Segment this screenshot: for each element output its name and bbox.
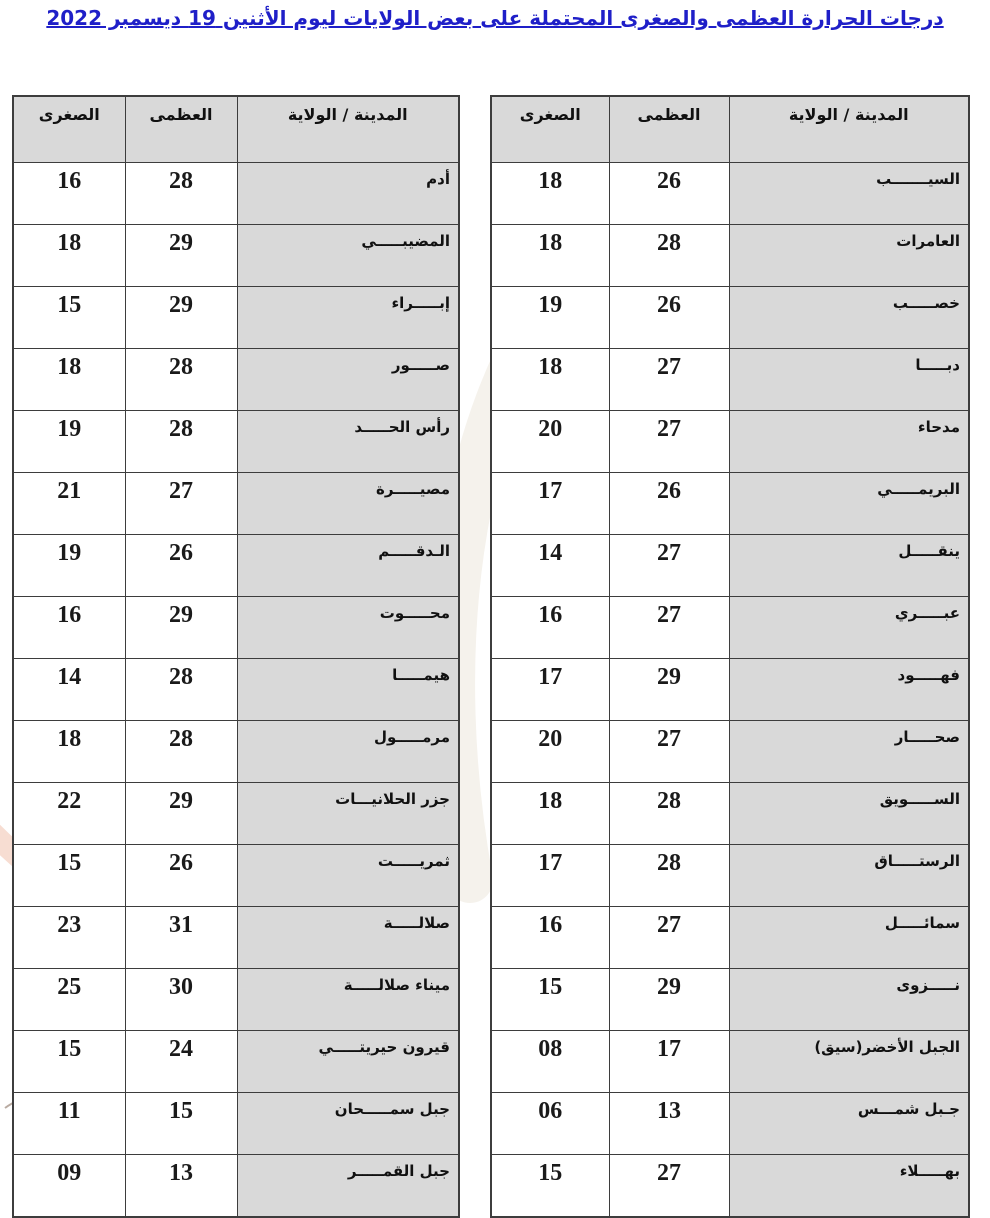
cell-min: 20 xyxy=(491,721,609,783)
table-row xyxy=(491,597,969,659)
cell-min: 18 xyxy=(13,721,125,783)
cell-min: 16 xyxy=(491,907,609,969)
table-row xyxy=(491,659,969,721)
cell-city: هيمـــــا xyxy=(237,659,459,721)
cell-city: مصيـــــرة xyxy=(237,473,459,535)
cell-min: 15 xyxy=(491,1155,609,1218)
cell-city: ينقـــــل xyxy=(729,535,969,597)
cell-max: 28 xyxy=(125,659,237,721)
cell-max: 17 xyxy=(609,1031,729,1093)
cell-min: 17 xyxy=(491,845,609,907)
column-header-min: الصغرى xyxy=(491,96,609,163)
cell-min: 19 xyxy=(491,287,609,349)
table-row xyxy=(13,1093,459,1155)
cell-min: 16 xyxy=(13,163,125,225)
cell-min: 15 xyxy=(13,1031,125,1093)
cell-city: جبل القمـــــر xyxy=(237,1155,459,1218)
cell-city: صحـــــار xyxy=(729,721,969,783)
header-row xyxy=(491,96,969,163)
cell-min: 18 xyxy=(491,783,609,845)
cell-min: 08 xyxy=(491,1031,609,1093)
column-header-max: العظمى xyxy=(609,96,729,163)
column-header-min: الصغرى xyxy=(13,96,125,163)
table-row xyxy=(491,287,969,349)
cell-max: 26 xyxy=(609,287,729,349)
cell-min: 15 xyxy=(13,287,125,349)
column-header-city: المدينة / الولاية xyxy=(729,96,969,163)
cell-min: 15 xyxy=(491,969,609,1031)
cell-max: 28 xyxy=(609,783,729,845)
cell-min: 18 xyxy=(491,349,609,411)
cell-city: البريمـــــي xyxy=(729,473,969,535)
table-row xyxy=(13,349,459,411)
header-row xyxy=(13,96,459,163)
table-body xyxy=(491,163,969,1218)
cell-min: 15 xyxy=(13,845,125,907)
temperature-table-left xyxy=(12,95,460,1218)
cell-max: 26 xyxy=(125,845,237,907)
temperature-table-right xyxy=(490,95,970,1218)
table-row xyxy=(491,783,969,845)
cell-min: 18 xyxy=(491,163,609,225)
cell-max: 29 xyxy=(125,597,237,659)
table-row xyxy=(13,783,459,845)
cell-max: 27 xyxy=(609,597,729,659)
table-row xyxy=(13,721,459,783)
table-row xyxy=(13,411,459,473)
cell-city: نـــــزوى xyxy=(729,969,969,1031)
cell-max: 31 xyxy=(125,907,237,969)
column-header-max: العظمى xyxy=(125,96,237,163)
table-row xyxy=(491,473,969,535)
cell-city: عبـــــري xyxy=(729,597,969,659)
table-row xyxy=(13,845,459,907)
table-row xyxy=(491,1093,969,1155)
table-row xyxy=(491,349,969,411)
table-row xyxy=(491,1155,969,1218)
page-title: درجات الحرارة العظمى والصغرى المحتملة على بعض الولايات ليوم الأثنين 19 ديسمبر 2022 xyxy=(46,6,944,30)
table-row xyxy=(491,845,969,907)
cell-min: 14 xyxy=(13,659,125,721)
table-row xyxy=(13,163,459,225)
cell-city: العامرات xyxy=(729,225,969,287)
cell-city: خصـــــب xyxy=(729,287,969,349)
table-row xyxy=(13,969,459,1031)
cell-max: 29 xyxy=(125,225,237,287)
cell-city: صلالـــــة xyxy=(237,907,459,969)
cell-min: 11 xyxy=(13,1093,125,1155)
cell-city: جزر الحلانيـــات xyxy=(237,783,459,845)
cell-max: 28 xyxy=(125,349,237,411)
cell-city: الـدقـــــم xyxy=(237,535,459,597)
cell-city: سمائـــــل xyxy=(729,907,969,969)
cell-city: صـــــور xyxy=(237,349,459,411)
cell-max: 29 xyxy=(125,287,237,349)
cell-city: مرمـــــول xyxy=(237,721,459,783)
cell-max: 13 xyxy=(609,1093,729,1155)
table-row xyxy=(13,287,459,349)
cell-min: 22 xyxy=(13,783,125,845)
table-row xyxy=(13,659,459,721)
table-row xyxy=(491,969,969,1031)
cell-city: السيـــــــب xyxy=(729,163,969,225)
cell-city: الســـــويق xyxy=(729,783,969,845)
cell-city: إبـــــراء xyxy=(237,287,459,349)
cell-max: 28 xyxy=(609,225,729,287)
table-row xyxy=(491,721,969,783)
cell-min: 17 xyxy=(491,473,609,535)
cell-min: 16 xyxy=(491,597,609,659)
cell-max: 28 xyxy=(125,163,237,225)
cell-min: 06 xyxy=(491,1093,609,1155)
cell-max: 27 xyxy=(609,721,729,783)
table-body xyxy=(13,163,459,1218)
cell-max: 27 xyxy=(609,535,729,597)
cell-city: جبل سمـــــحان xyxy=(237,1093,459,1155)
cell-max: 27 xyxy=(609,907,729,969)
cell-city: الجبل الأخضر(سيق) xyxy=(729,1031,969,1093)
cell-min: 25 xyxy=(13,969,125,1031)
cell-max: 27 xyxy=(609,411,729,473)
cell-city: فهـــــود xyxy=(729,659,969,721)
cell-min: 14 xyxy=(491,535,609,597)
cell-min: 19 xyxy=(13,535,125,597)
column-header-city: المدينة / الولاية xyxy=(237,96,459,163)
cell-max: 27 xyxy=(125,473,237,535)
table-row xyxy=(491,907,969,969)
cell-city: جـبل شمـــس xyxy=(729,1093,969,1155)
cell-max: 15 xyxy=(125,1093,237,1155)
cell-city: ثمريـــــت xyxy=(237,845,459,907)
table-row xyxy=(13,225,459,287)
table-row xyxy=(13,907,459,969)
cell-max: 28 xyxy=(125,411,237,473)
cell-city: قيرون حيريتـــــي xyxy=(237,1031,459,1093)
cell-min: 17 xyxy=(491,659,609,721)
cell-max: 29 xyxy=(125,783,237,845)
cell-city: رأس الحـــــد xyxy=(237,411,459,473)
cell-max: 27 xyxy=(609,1155,729,1218)
cell-min: 18 xyxy=(491,225,609,287)
cell-max: 27 xyxy=(609,349,729,411)
cell-city: المضيبـــــي xyxy=(237,225,459,287)
cell-min: 19 xyxy=(13,411,125,473)
table-row xyxy=(491,411,969,473)
cell-max: 28 xyxy=(609,845,729,907)
cell-min: 21 xyxy=(13,473,125,535)
cell-max: 29 xyxy=(609,969,729,1031)
cell-city: محـــــوت xyxy=(237,597,459,659)
cell-city: مدحاء xyxy=(729,411,969,473)
cell-min: 23 xyxy=(13,907,125,969)
cell-city: بهـــــلاء xyxy=(729,1155,969,1218)
table-row xyxy=(13,1155,459,1218)
cell-max: 29 xyxy=(609,659,729,721)
table-row xyxy=(491,1031,969,1093)
table-row xyxy=(13,473,459,535)
cell-max: 26 xyxy=(609,473,729,535)
cell-max: 26 xyxy=(125,535,237,597)
cell-city: ميناء صلالـــــة xyxy=(237,969,459,1031)
cell-min: 18 xyxy=(13,349,125,411)
cell-max: 24 xyxy=(125,1031,237,1093)
table-row xyxy=(13,535,459,597)
cell-max: 28 xyxy=(125,721,237,783)
table-row xyxy=(491,163,969,225)
table-row xyxy=(491,535,969,597)
cell-min: 18 xyxy=(13,225,125,287)
cell-city: أدم xyxy=(237,163,459,225)
table-row xyxy=(491,225,969,287)
table-row xyxy=(13,597,459,659)
cell-min: 20 xyxy=(491,411,609,473)
cell-city: دبـــــا xyxy=(729,349,969,411)
cell-max: 30 xyxy=(125,969,237,1031)
cell-max: 26 xyxy=(609,163,729,225)
table-row xyxy=(13,1031,459,1093)
cell-city: الرستـــــاق xyxy=(729,845,969,907)
cell-min: 09 xyxy=(13,1155,125,1218)
cell-max: 13 xyxy=(125,1155,237,1218)
cell-min: 16 xyxy=(13,597,125,659)
